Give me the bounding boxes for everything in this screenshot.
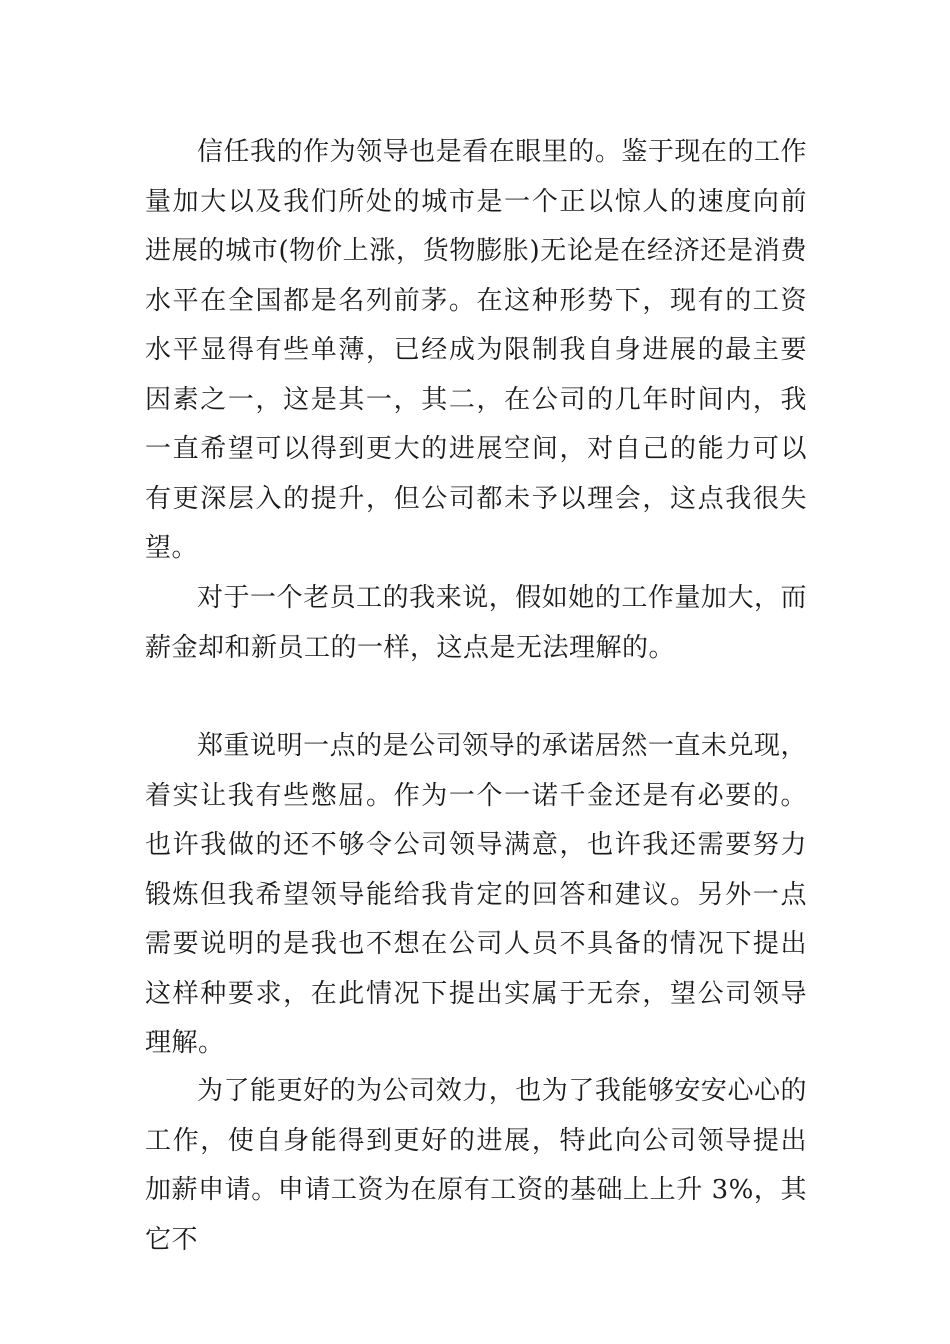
paragraph: 对于一个老员工的我来说，假如她的工作量加大，而薪金却和新员工的一样，这点是无法理解的。 xyxy=(145,583,807,663)
paragraph: 为了能更好的为公司效力，也为了我能够安安心心的工作，使自身能得到更好的进展，特此向公司领导提出加薪申请。申请工资为在原有工资的基础上上升 3%，其它不 xyxy=(145,1076,807,1255)
paragraph: 信任我的作为领导也是看在眼里的。鉴于现在的工作量加大以及我们所处的城市是一个正以惊人的速度向前进展的城市(物价上涨，货物膨胀)无论是在经济还是消费水平在全国都是名列前茅。在这种形势下，现有的工资水平显得有些单薄，已经成为限制我自身进展的最主要因素之一，这是其一，其二，在公司的几年时间内，我一直希望可以得到更大的进展空间，对自己的能力可以有更深层入的提升，但公司都未予以理会，这点我很失望。 xyxy=(145,137,807,563)
paragraph: 郑重说明一点的是公司领导的承诺居然一直未兑现，着实让我有些憋屈。作为一个一诺千金还是有必要的。也许我做的还不够令公司领导满意，也许我还需要努力锻炼但我希望领导能给我肯定的回答和建议。另外一点需要说明的是我也不想在公司人员不具备的情况下提出这样种要求，在此情况下提出实属于无奈，望公司领导理解。 xyxy=(145,731,807,1058)
